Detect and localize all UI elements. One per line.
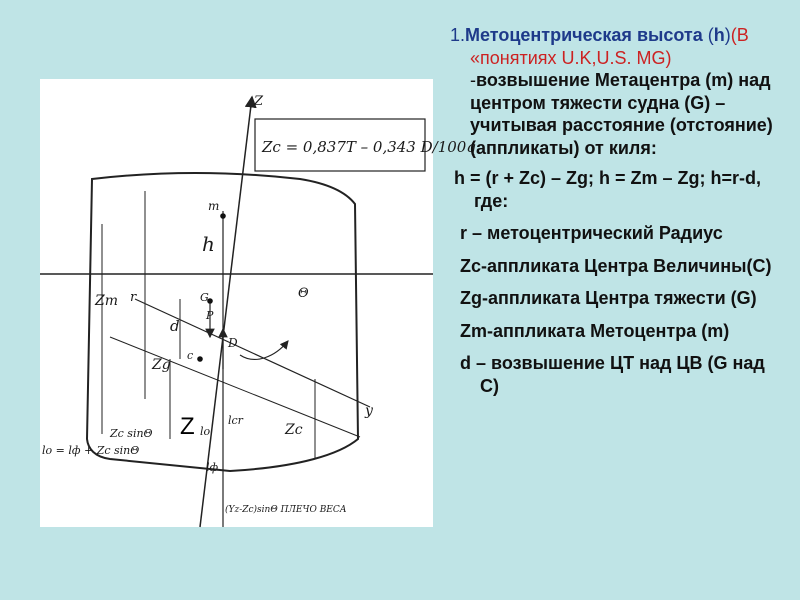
h-label: h (202, 232, 215, 256)
title-paragraph (450, 24, 780, 159)
lo-formula: lo = lф + Zc sinΘ (42, 444, 140, 457)
point-m-label: m (208, 199, 220, 213)
axis-z-label: Z (254, 94, 264, 109)
r-label: r (130, 290, 137, 305)
definition-item: Zc-аппликата Центра Величины(C) (460, 255, 772, 276)
axis-y-label: y (365, 403, 373, 419)
lo-label: lo (200, 425, 211, 438)
point-c-dot (197, 356, 203, 362)
title-definition: возвышение Метацентра (m) над центром тяжести судна (G) – учитывая расстояние (отстояние) (аппликаты) от киля: (470, 70, 773, 158)
zg-label: Zg (152, 357, 171, 373)
title-h-open: ( (707, 25, 714, 45)
point-g-label: G (200, 291, 209, 304)
point-p-label: P (206, 309, 214, 322)
lcr-label: lcr (228, 414, 243, 427)
definition-item: d – возвышение ЦТ над ЦВ (G над C) (460, 353, 765, 396)
zc-sin-label: Zc sinΘ (110, 427, 153, 440)
theta-label: Θ (298, 286, 309, 301)
formula-paragraph: h = (r + Zc) – Zg; h = Zm – Zg; h=r-d, где: (454, 168, 762, 211)
title-note: (В «понятиях U.K,U.S. MG) (470, 25, 749, 68)
definition-item: r – метоцентрический Радиус (460, 223, 723, 243)
title-separator: - (470, 70, 476, 90)
stability-diagram (40, 79, 476, 527)
bottom-note: (Yz-Zc)sinΘ ПЛЕЧО ВЕСА (225, 505, 347, 515)
big-z-label: Z (180, 413, 195, 440)
point-d-label: D (228, 336, 238, 350)
title-number: 1. (450, 25, 466, 45)
title-h-close: ) (724, 25, 731, 45)
text-panel (440, 24, 780, 397)
point-c-label: c (187, 349, 194, 362)
d-label: d (170, 317, 180, 335)
definition-item: Zm-аппликата Метоцентра (m) (460, 320, 730, 341)
lf-label: lф (206, 461, 219, 474)
definition-item: Zg-аппликата Центра тяжести (G) (460, 288, 757, 308)
formula-box-text: Zc = 0,837T – 0,343 D/100q (262, 138, 476, 156)
stability-diagram-svg (40, 79, 476, 527)
zm-label: Zm (95, 293, 119, 309)
title-h-letter: h (713, 25, 725, 45)
zc-label: Zc (285, 422, 303, 438)
title-term: Метоцентрическая высота (465, 25, 703, 45)
point-m-dot (220, 213, 226, 219)
